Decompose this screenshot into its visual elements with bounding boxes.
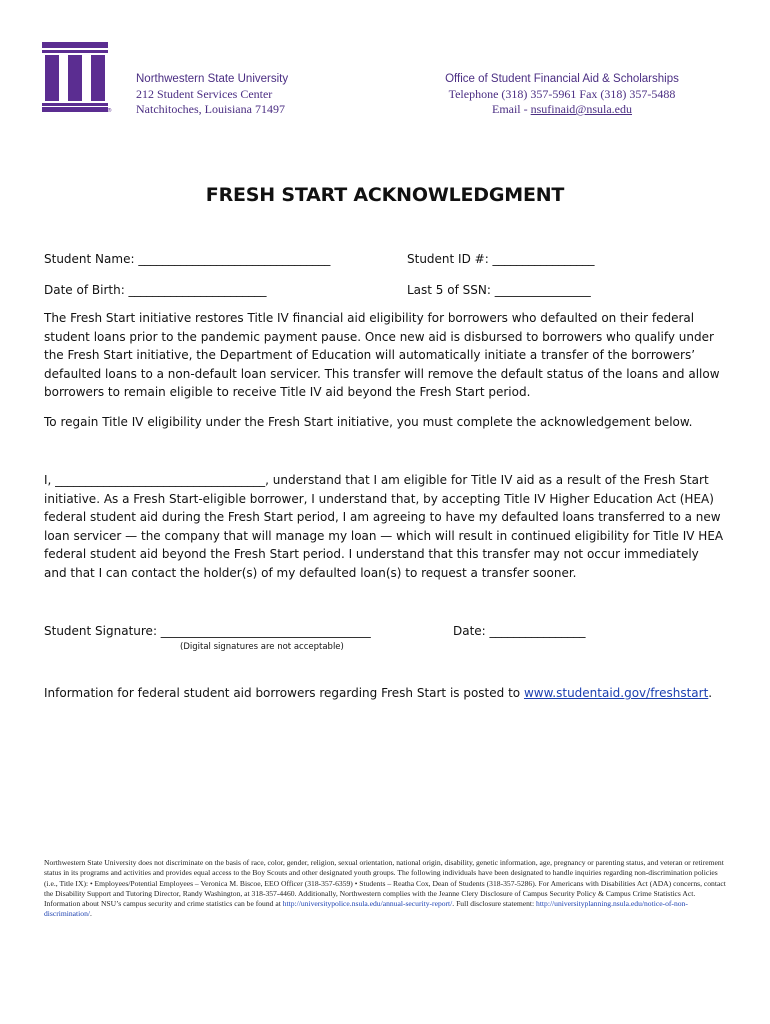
page-title: FRESH START ACKNOWLEDGMENT (205, 184, 565, 206)
footer-text-1: Northwestern State University does not discriminate on the basis of race, color, gender, religion, sexual orientation, national origin, disability, genetic information, age, pregnancy or parenting status, and veteran or retirement status in its programs and activities and provides equal access to the Boy Scouts and other designated youth groups. The following individuals have been designated to handle inquiries regarding non-discrimination policies (i.e., Title IX): • Employees/Potential Employees – Veronica M. Biscoe, EEO Officer (318-357-6359) • Students – Reatha Cox, Dean of Students (318-357-5286). For Americans with Disabilities Act (ADA) concerns, contact the Disability Support and Tutoring Director, Randy Washington, at 318-357-4460. Additionally, Northwestern complies with the Jeanne Clery Disclosure of Campus Security Policy & Campus Crime Statistics Act. Information about NSU’s campus security and crime statistics can be found at (44, 858, 726, 909)
student-id-field[interactable]: Student ID #: _________________ (407, 252, 595, 266)
office-contact-block (380, 72, 744, 117)
registered-mark: ® (107, 108, 112, 112)
student-signature-field[interactable]: Student Signature: ___________________________________ (44, 624, 371, 638)
university-name: Northwestern State University (136, 73, 289, 85)
date-of-birth-field[interactable]: Date of Birth: _______________________ (44, 283, 267, 297)
signature-note: (Digital signatures are not acceptable) (180, 642, 344, 652)
address-line-1: 212 Student Services Center (136, 87, 273, 101)
acknowledgement-paragraph: I, ___________________________________, understand that I am eligible for Title IV aid as a result of the Fresh Start initiative. As a Fresh Start-eligible borrower, I understand that, by accepting Title IV Higher Education Act (HEA) federal student aid during the Fresh Start period, I am agreeing to have my defaulted loans transferred to a new loan servicer — the company that will manage my loan — which will result in continued eligibility for Title IV HEA federal student aid beyond the Fresh Start period. I understand that this transfer may not occur immediately and that I can contact the holder(s) of my defaulted loan(s) to request a transfer sooner. (44, 473, 724, 580)
student-name-field[interactable]: Student Name: ________________________________ (44, 252, 331, 266)
freshstart-link[interactable]: www.studentaid.gov/freshstart (523, 686, 709, 700)
info-text: Information for federal student aid borrowers regarding Fresh Start is posted to (44, 686, 524, 700)
ssn-field[interactable]: Last 5 of SSN: ________________ (407, 283, 591, 297)
office-phone: Telephone (318) 357-5961 Fax (318) 357-5488 (448, 87, 676, 101)
security-report-link[interactable]: http://universitypolice.nsula.edu/annual-security-report/ (282, 899, 453, 909)
non-discrimination-footer (44, 858, 730, 920)
instruction-paragraph: To regain Title IV eligibility under the Fresh Start initiative, you must complete the acknowledgement below. (44, 415, 693, 429)
university-logo-icon (42, 42, 112, 112)
university-address-block (136, 72, 288, 117)
address-line-2: Natchitoches, Louisiana 71497 (136, 102, 285, 116)
info-paragraph (44, 684, 724, 703)
intro-paragraph: The Fresh Start initiative restores Title IV financial aid eligibility for borrowers who defaulted on their federal student loans prior to the pandemic payment pause. Once new aid is disbursed to borrowers who qualify under the Fresh Start initiative, the Department of Education will automatically initiate a transfer of the borrowers’ defaulted loans to a non-default loan servicer. This transfer will remove the default status of the loans and allow borrowers to remain eligible to receive Title IV aid beyond the Fresh Start period. (44, 311, 720, 400)
office-name: Office of Student Financial Aid & Scholarships (445, 73, 679, 85)
footer-text-2: . Full disclosure statement: (452, 899, 537, 909)
footer-text-3: . (89, 909, 92, 919)
office-email-line (380, 102, 744, 117)
non-discrimination-link[interactable]: http://universityplanning.nsula.edu/notice-of-non-discrimination/ (44, 899, 688, 919)
email-prefix: Email - (491, 102, 531, 116)
email-link[interactable]: nsufinaid@nsula.edu (530, 102, 633, 116)
info-suffix: . (708, 686, 713, 700)
signature-date-field[interactable]: Date: ________________ (453, 624, 586, 638)
